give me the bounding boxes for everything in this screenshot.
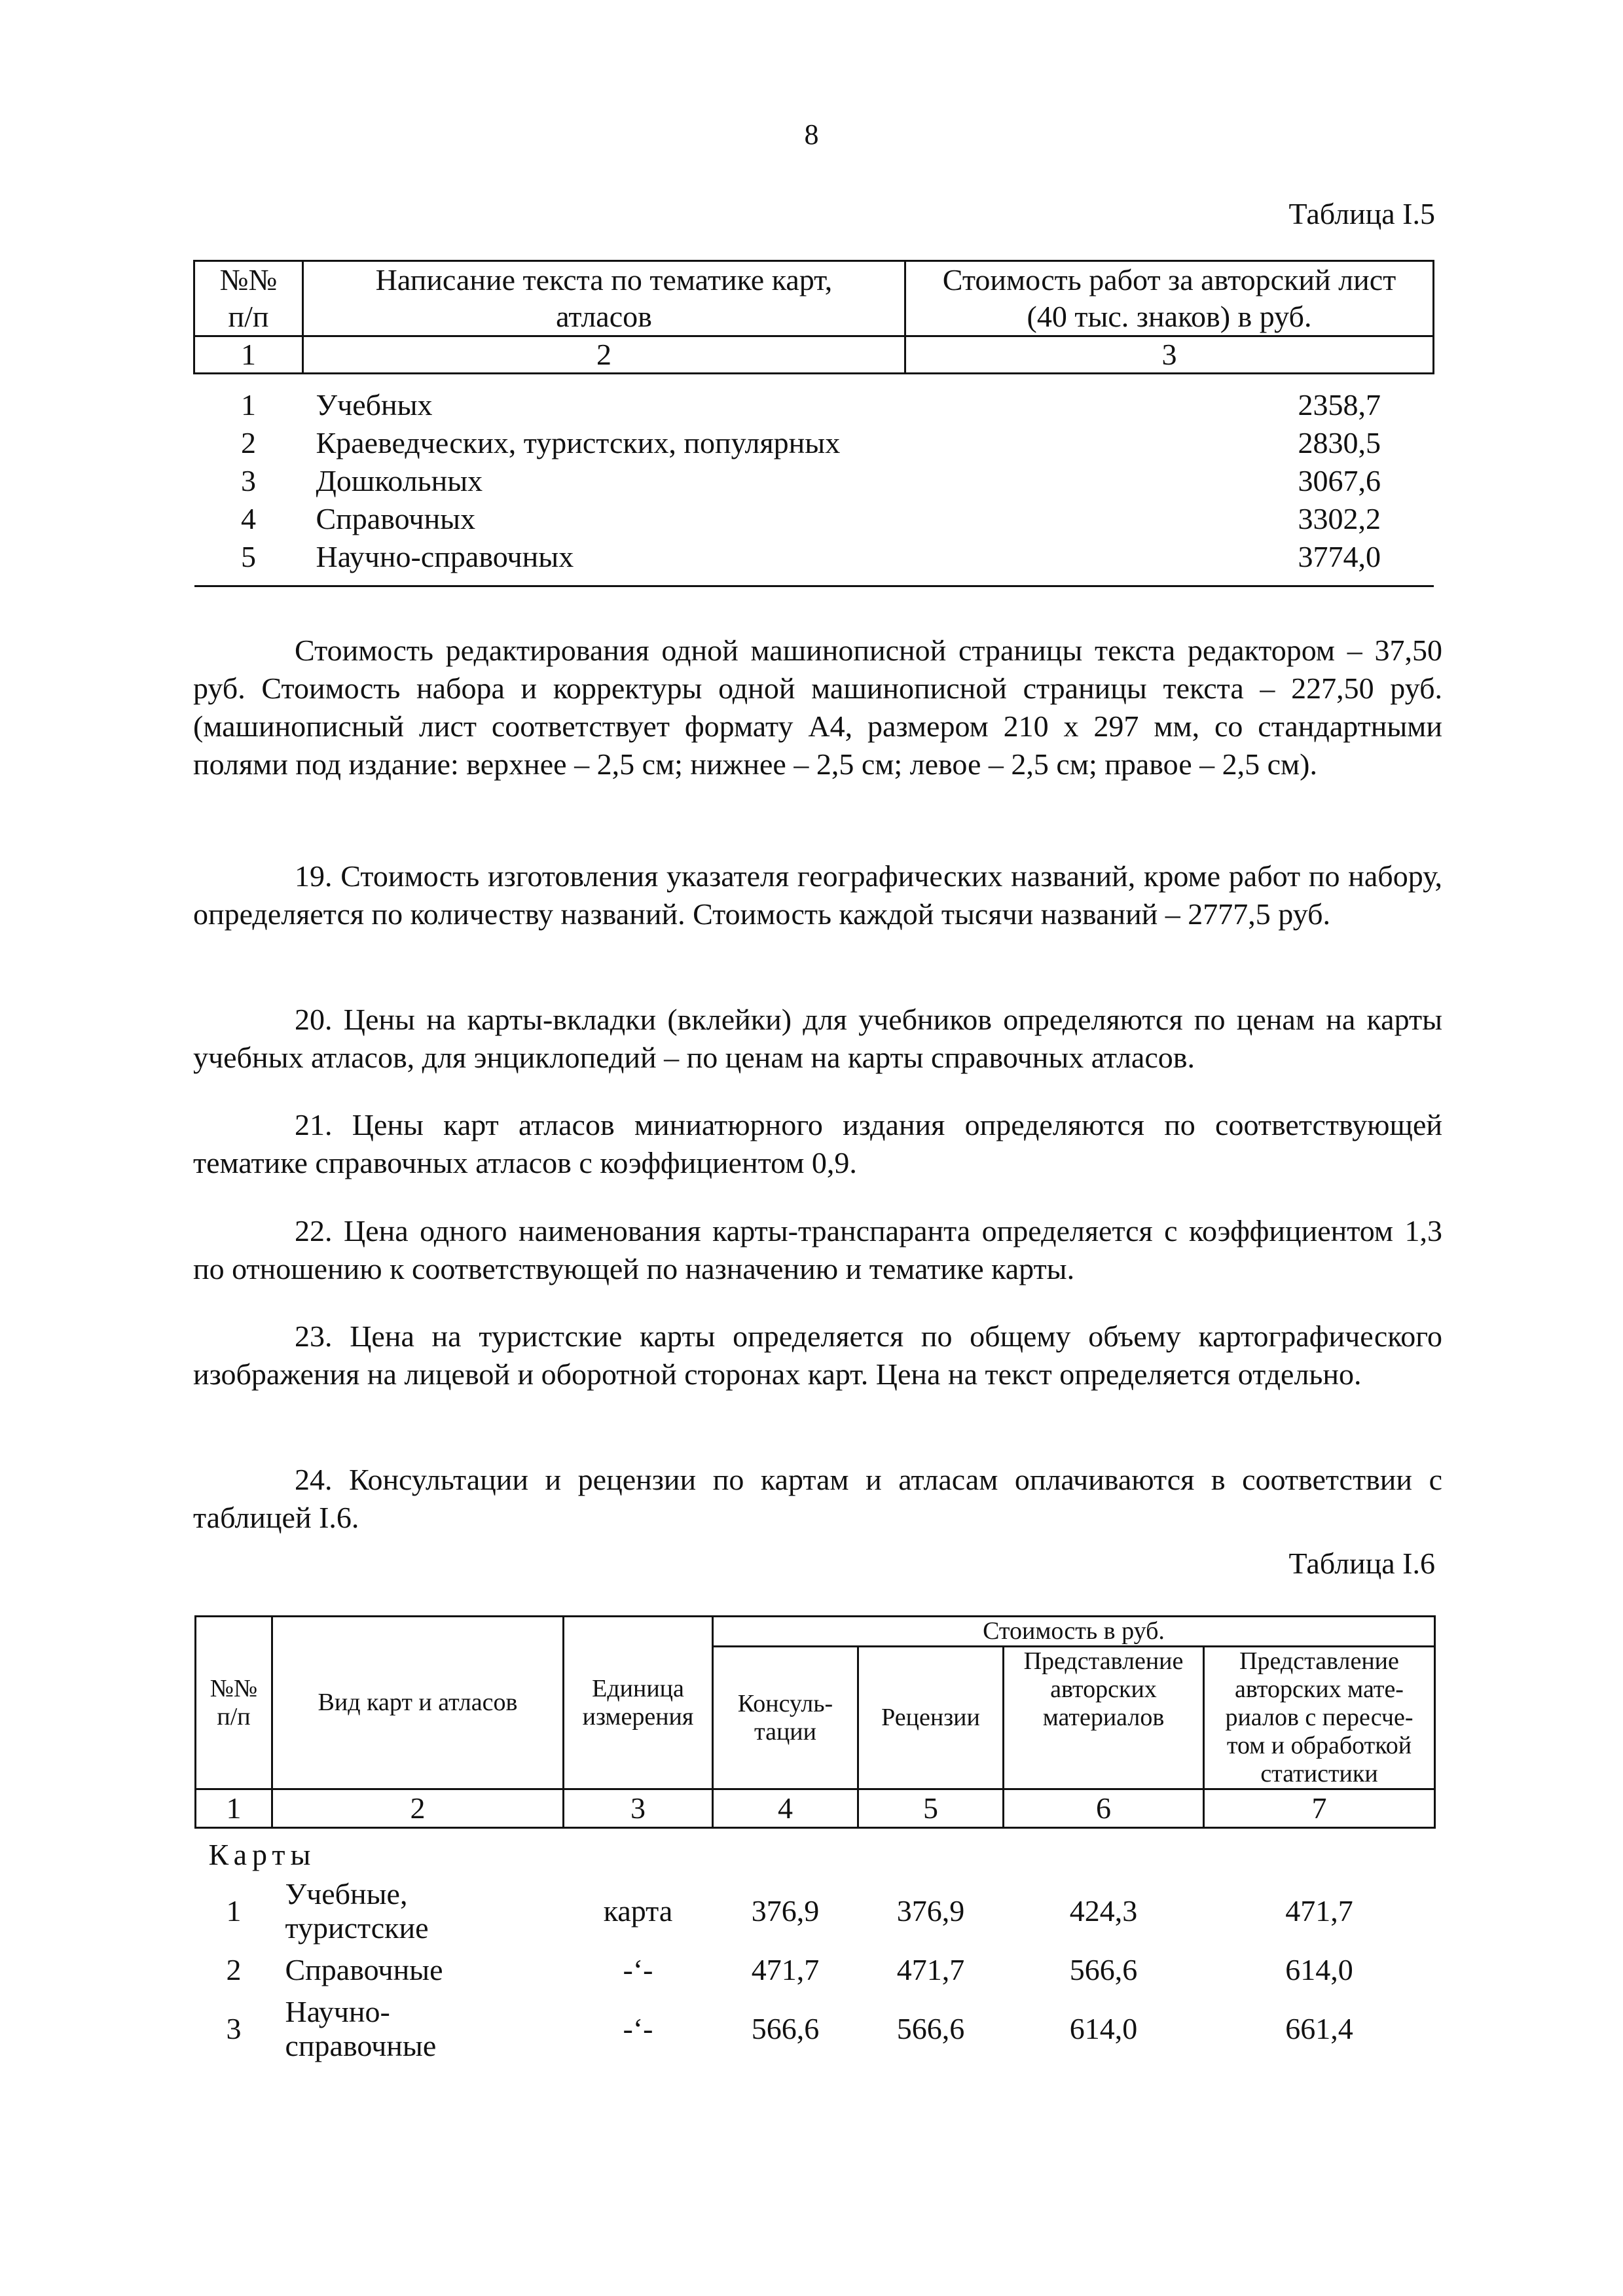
paragraph (193, 1001, 1442, 1077)
paragraph-text: 23. Цена на туристские карты определяется по общему объему картографического изображения на лицевой и оборотной сторонах карт. Цена на текст определяется отдельно. (193, 1319, 1442, 1391)
row-unit: -‘- (623, 1953, 653, 1986)
paragraph-text: 20. Цены на карты-вкладки (вклейки) для учебников определяются по ценам на карты учебных атласов, для энциклопедий – по ценам на карты справочных атласов. (193, 1003, 1442, 1074)
row-number: 4 (241, 502, 256, 535)
paragraph-text: 21. Цены карт атласов миниатюрного издания определяются по соответствующей тематике справочных атласов с коэффициентом 0,9. (193, 1108, 1442, 1179)
row-number: 5 (194, 538, 303, 586)
column-number: 3 (905, 336, 1434, 374)
row-cost: 2358,7 (1298, 388, 1381, 422)
column-header: Рецензии (858, 1647, 1004, 1789)
table-row (194, 500, 1434, 538)
column-number: 1 (196, 1789, 272, 1828)
paragraph (193, 1318, 1442, 1393)
consultation-costs-table (194, 1615, 1436, 2067)
column-header: Вид карт и атласов (272, 1617, 564, 1789)
row-value: 376,9 (751, 1894, 820, 1928)
column-header: №№ п/п (194, 261, 303, 336)
section-row (196, 1828, 1435, 1874)
row-value: 424,3 (1069, 1894, 1138, 1928)
costs-table (193, 260, 1434, 587)
column-header: Консуль- тации (713, 1647, 858, 1789)
paragraph-text: 19. Стоимость изготовления указателя географических названий, кроме работ по набору, определяется по количеству названий. Стоимость каждой тысячи названий – 2777,5 руб. (193, 859, 1442, 931)
column-header: Написание текста по тематике карт, атласов (303, 261, 905, 336)
table-row (194, 462, 1434, 500)
section-label: Карты (208, 1838, 316, 1871)
column-number: 6 (1004, 1789, 1204, 1828)
row-number: 2 (226, 1953, 242, 1986)
row-cost: 3774,0 (905, 538, 1434, 586)
row-type: Научно- справочные (285, 1995, 437, 2062)
row-value: 661,4 (1285, 2012, 1353, 2045)
row-number: 3 (226, 2012, 242, 2045)
paragraph (193, 632, 1442, 783)
row-cost: 2830,5 (1298, 426, 1381, 459)
column-number: 7 (1204, 1789, 1435, 1828)
paragraph (193, 857, 1442, 933)
row-name: Справочных (316, 502, 476, 535)
table-row (194, 538, 1434, 586)
row-name: Научно-справочных (303, 538, 905, 586)
table-caption: Таблица I.6 (1288, 1547, 1435, 1580)
paragraph-text: Стоимость редактирования одной машинописной страницы текста редактором – 37,50 руб. Стоимость набора и корректуры одной машинописной страницы текста – 227,50 руб. (машинописный лист соответствует формату А4, размером 210 х 297 мм, со стандартными полями под издание: верхнее – 2,5 см; нижнее – 2,5 см; левое – 2,5 см; правое – 2,5 см). (193, 634, 1442, 781)
column-number: 5 (858, 1789, 1004, 1828)
row-cost: 3067,6 (1298, 464, 1381, 497)
row-value: 566,6 (1069, 1953, 1138, 1986)
row-value: 614,0 (1285, 1953, 1353, 1986)
column-number: 1 (194, 336, 303, 374)
row-cost: 3302,2 (1298, 502, 1381, 535)
row-number: 1 (241, 388, 256, 422)
paragraph-text: 24. Консультации и рецензии по картам и атласам оплачиваются в соответствии с таблицей I.6. (193, 1463, 1442, 1534)
row-value: 471,7 (896, 1953, 965, 1986)
column-group-header: Стоимость в руб. (713, 1617, 1435, 1647)
table-row (196, 1873, 1435, 1949)
column-header: Представление авторских материалов (1004, 1647, 1204, 1789)
column-header: Представление авторских мате- риалов с пересче- том и обработкой статистики (1204, 1647, 1435, 1789)
row-number: 1 (226, 1894, 242, 1928)
paragraph-text: 22. Цена одного наименования карты-транспаранта определяется с коэффициентом 1,3 по отношению к соответствующей по назначению и тематике карты. (193, 1214, 1442, 1285)
column-number: 4 (713, 1789, 858, 1828)
table-row (194, 374, 1434, 425)
row-name: Учебных (316, 388, 433, 422)
table-row (196, 1949, 1435, 1991)
paragraph (193, 1106, 1442, 1182)
table-row (194, 424, 1434, 462)
paragraph (193, 1212, 1442, 1288)
row-value: 471,7 (751, 1953, 820, 1986)
column-number: 2 (303, 336, 905, 374)
row-value: 471,7 (1285, 1894, 1353, 1928)
row-unit: -‘- (623, 2012, 653, 2045)
column-header: Единица измерения (564, 1617, 713, 1789)
row-type: Учебные, туристские (285, 1877, 429, 1945)
row-number: 2 (241, 426, 256, 459)
column-header: №№ п/п (196, 1617, 272, 1789)
column-header: Стоимость работ за авторский лист (40 тыс. знаков) в руб. (905, 261, 1434, 336)
row-name: Дошкольных (316, 464, 483, 497)
column-number: 2 (272, 1789, 564, 1828)
row-value: 614,0 (1069, 2012, 1138, 2045)
row-value: 566,6 (751, 2012, 820, 2045)
page-number: 8 (804, 118, 819, 151)
row-name: Краеведческих, туристских, популярных (316, 426, 841, 459)
table-row (196, 1991, 1435, 2067)
row-type: Справочные (285, 1953, 443, 1986)
row-unit: карта (603, 1894, 673, 1928)
row-value: 566,6 (896, 2012, 965, 2045)
table-caption: Таблица I.5 (1288, 197, 1435, 230)
column-number: 3 (564, 1789, 713, 1828)
row-number: 3 (241, 464, 256, 497)
row-value: 376,9 (896, 1894, 965, 1928)
paragraph (193, 1461, 1442, 1537)
